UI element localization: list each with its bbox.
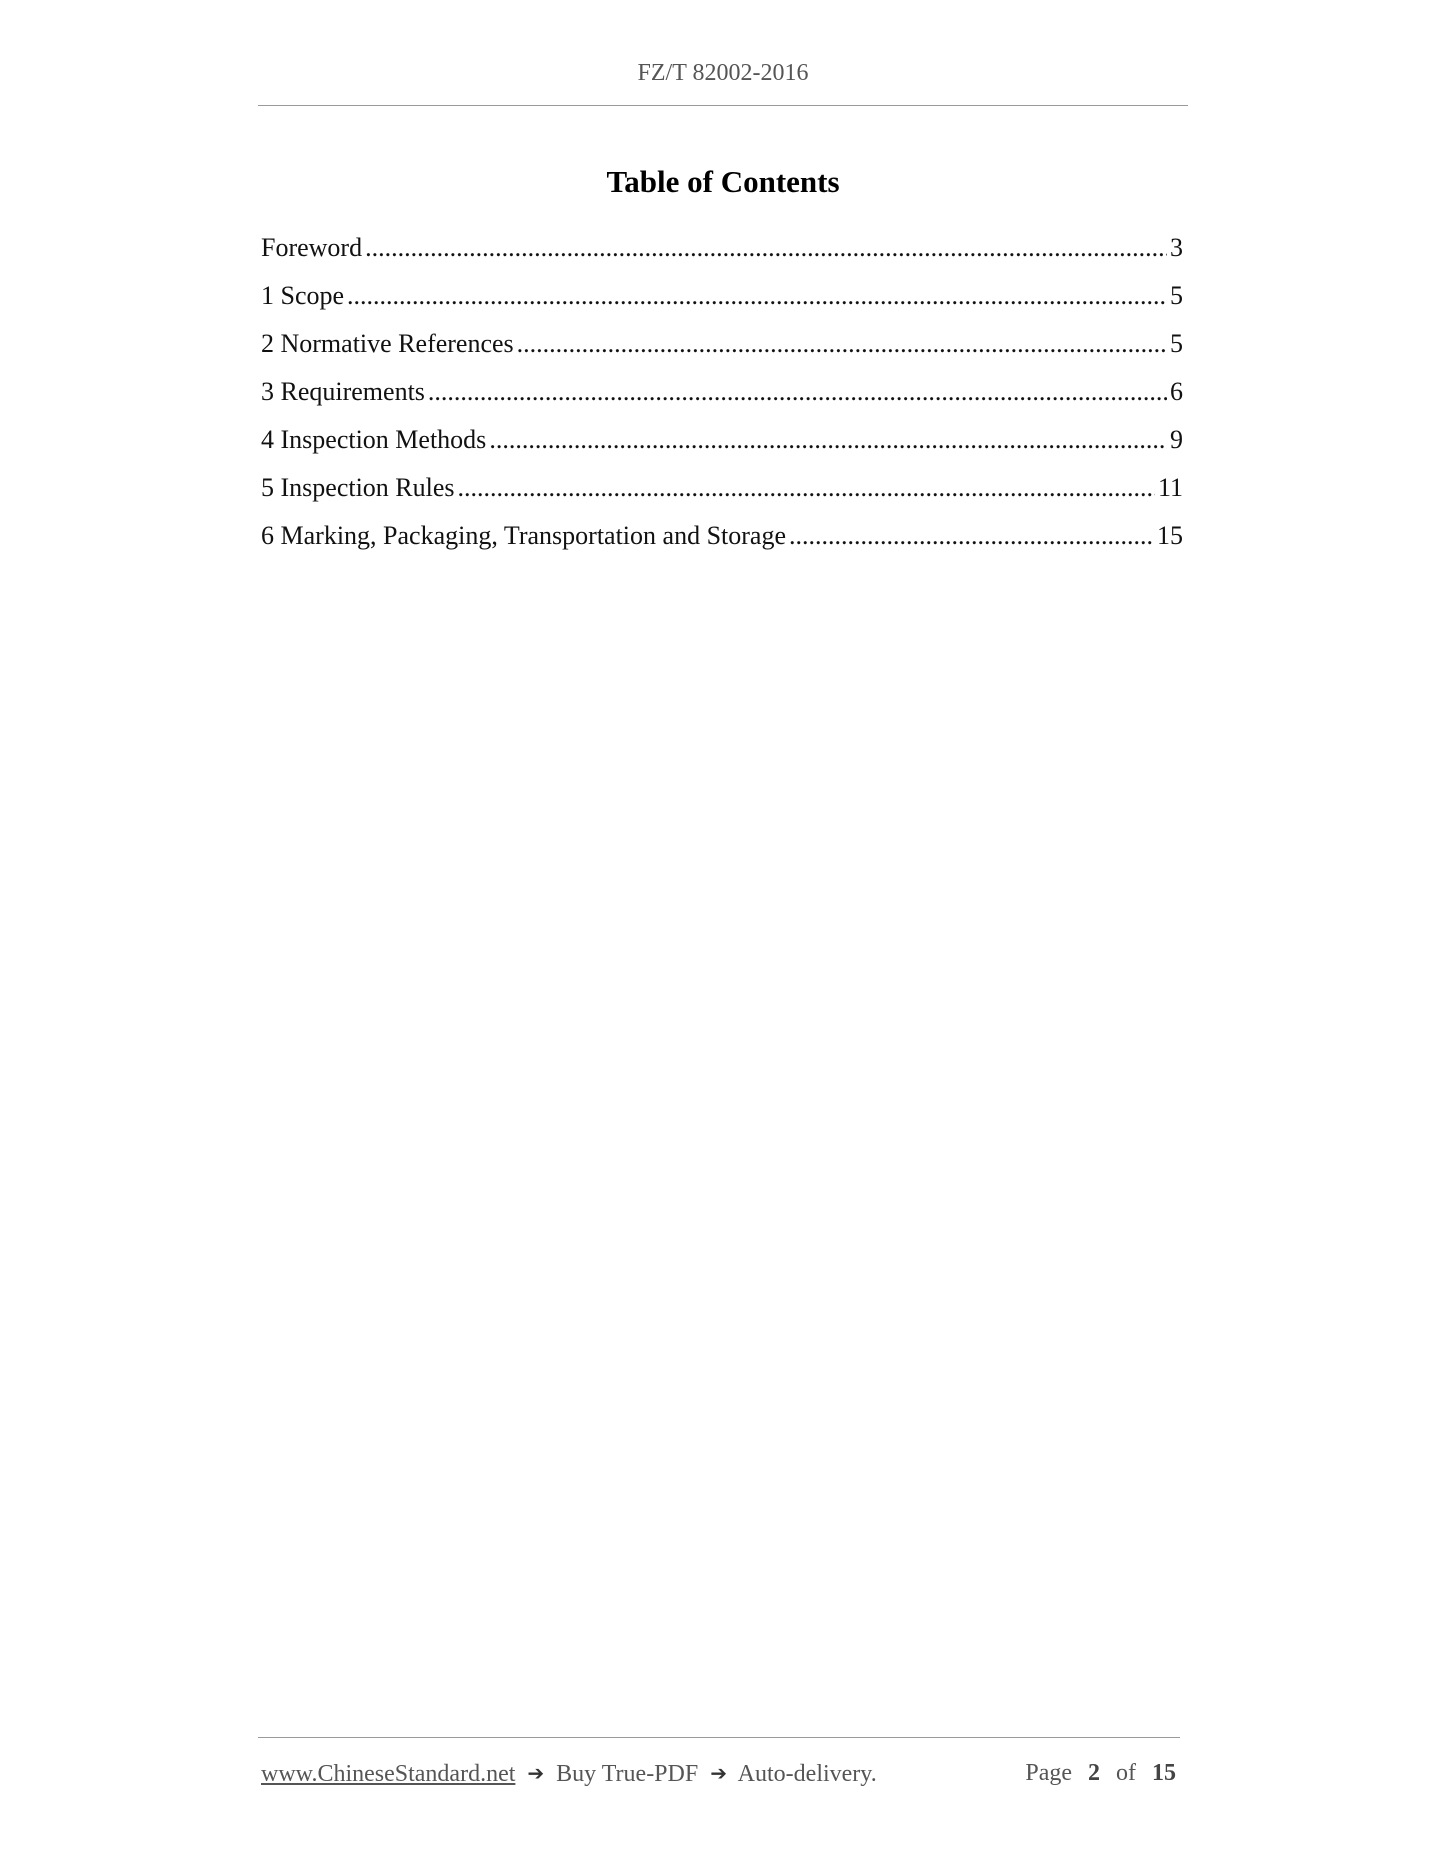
toc-title: Table of Contents (606, 164, 840, 199)
current-page-number: 2 (1088, 1760, 1100, 1786)
toc-dot-leader (789, 516, 1154, 556)
total-pages-number: 15 (1152, 1760, 1176, 1786)
running-header: FZ/T 82002-2016 (637, 60, 809, 86)
toc-dot-leader (458, 468, 1155, 508)
footer-promo (261, 1756, 877, 1791)
toc-dot-leader (365, 228, 1167, 268)
toc-entry-inspection-methods[interactable] (261, 420, 1183, 468)
toc-dot-leader (489, 420, 1167, 460)
toc-entry-label: 2 Normative References (261, 329, 514, 358)
footer-divider (258, 1737, 1180, 1738)
toc-entry-page: 5 (1170, 329, 1183, 358)
arrow-right-icon: ➔ (710, 1761, 727, 1785)
toc-entry-marking-packaging[interactable] (261, 516, 1183, 564)
toc-entry-page: 9 (1170, 425, 1183, 454)
toc-entry-page: 11 (1157, 473, 1183, 502)
toc-entry-label: 3 Requirements (261, 377, 425, 406)
buy-text: Buy True-PDF (556, 1761, 699, 1787)
toc-entry-page: 15 (1157, 521, 1183, 550)
delivery-text: Auto-delivery. (737, 1761, 877, 1787)
toc-dot-leader (428, 372, 1167, 412)
toc-entry-page: 5 (1170, 281, 1183, 310)
arrow-right-icon: ➔ (527, 1761, 545, 1785)
of-word: of (1116, 1760, 1136, 1786)
toc-entry-label: 1 Scope (261, 281, 345, 310)
toc-entry-label: 6 Marking, Packaging, Transportation and Storage (261, 521, 786, 550)
toc-entry-requirements[interactable] (261, 372, 1183, 420)
site-link[interactable]: www.ChineseStandard.net (261, 1761, 516, 1787)
toc-entry-label: 5 Inspection Rules (261, 473, 455, 502)
toc-entry-page: 6 (1170, 377, 1183, 406)
toc-entry-normative-references[interactable] (261, 324, 1183, 372)
header-divider (258, 105, 1188, 106)
toc-dot-leader (517, 324, 1167, 364)
page-footer (261, 1756, 1180, 1790)
toc-entry-foreword[interactable] (261, 228, 1183, 276)
toc-entry-label: 4 Inspection Methods (261, 425, 487, 454)
toc-entry-page: 3 (1170, 233, 1183, 262)
toc-dot-leader (347, 276, 1167, 316)
toc-list (261, 228, 1183, 564)
toc-entry-scope[interactable] (261, 276, 1183, 324)
toc-entry-inspection-rules[interactable] (261, 468, 1183, 516)
page-word: Page (1025, 1760, 1072, 1786)
page-counter (1025, 1756, 1176, 1790)
toc-entry-label: Foreword (261, 233, 363, 262)
